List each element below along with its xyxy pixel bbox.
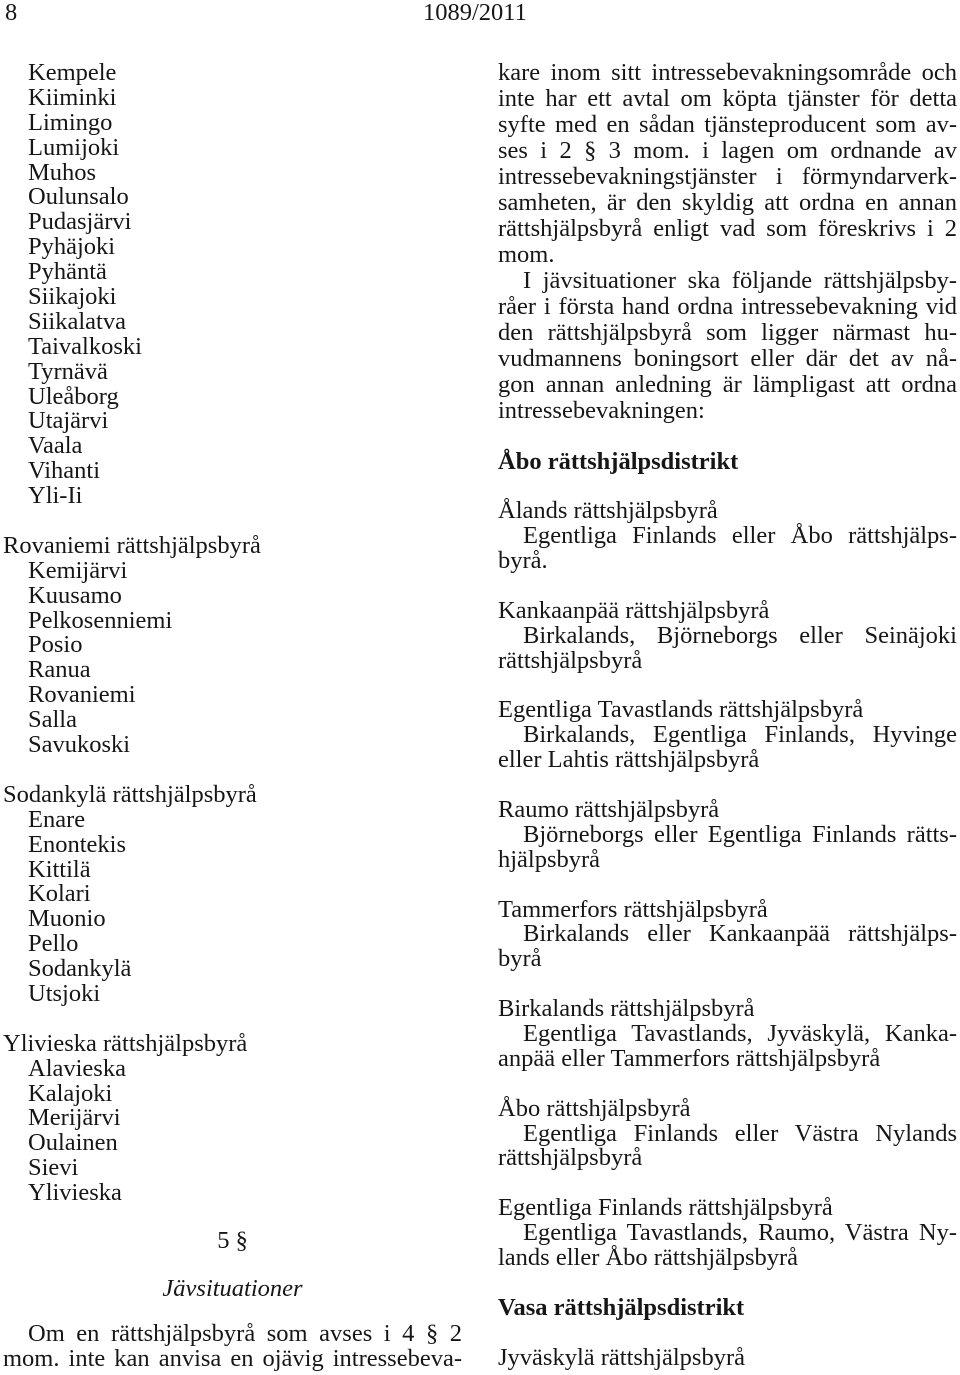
municipality-item: Taivalkoski	[28, 332, 142, 360]
municipality-item: Utsjoki	[28, 979, 101, 1007]
paragraph-line: intressebevakningstjänster i förmyndarverk-	[498, 163, 957, 190]
municipality-item: Posio	[28, 631, 83, 659]
document-number: 1089/2011	[423, 0, 527, 26]
municipality-item: Pyhäntä	[28, 258, 107, 286]
municipality-item: Oulainen	[28, 1129, 118, 1157]
paragraph-line: rättshjälpsbyrå enligt vad som föreskrivs i 2	[498, 215, 957, 242]
municipality-item: Siikalatva	[28, 307, 126, 335]
office-name: Birkalands rättshjälpsbyrå	[498, 995, 755, 1023]
municipality-item: Lumijoki	[28, 133, 120, 161]
municipality-item: Siikajoki	[28, 283, 117, 311]
district-abo	[498, 447, 957, 1271]
paragraph-line: råer i första hand ordna intressebevakning vid	[498, 293, 957, 320]
office-entry	[498, 596, 957, 674]
office-entry	[498, 1343, 957, 1371]
paragraph-line: den rättshjälpsbyrå som ligger närmast hu-	[498, 319, 957, 346]
paragraph-line: mom. inte kan anvisa en ojävig intressebeva-	[3, 1344, 462, 1372]
office-entry	[498, 895, 957, 973]
substitute-offices-line: Björneborgs eller Egentliga Finlands rätts-	[523, 820, 957, 848]
municipality-item: Pello	[28, 930, 79, 958]
office-group-rovaniemi	[3, 531, 462, 759]
municipality-item: Yli-Ii	[28, 482, 83, 510]
municipality-item: Muhos	[28, 158, 97, 186]
section-paragraph	[3, 1322, 462, 1372]
municipality-item: Muonio	[28, 905, 106, 933]
district-heading: Åbo rättshjälpsdistrikt	[498, 447, 739, 475]
paragraph-line: Om en rättshjälpsbyrå som avses i 4 § 2	[28, 1320, 462, 1347]
district-heading: Vasa rättshjälpsdistrikt	[498, 1293, 745, 1321]
office-entry	[498, 1094, 957, 1172]
office-name: Tammerfors rättshjälpsbyrå	[498, 895, 768, 923]
district-vasa	[498, 1293, 957, 1371]
substitute-offices-line: Birkalands eller Kankaanpää rättshjälps-	[523, 920, 957, 948]
municipality-item: Vaala	[28, 432, 83, 460]
municipality-item: Oulunsalo	[28, 183, 129, 211]
paragraph-line: I jävsituationer ska följande rättshjälpsby-	[523, 267, 957, 294]
municipality-item: Ylivieska	[28, 1179, 122, 1207]
paragraph-line: kare inom sitt intressebevakningsområde och	[498, 59, 957, 86]
office-heading: Ylivieska rättshjälpsbyrå	[3, 1029, 248, 1057]
substitute-offices-line: rättshjälpsbyrå	[498, 646, 643, 674]
office-entry	[498, 1196, 957, 1271]
municipality-item: Limingo	[28, 108, 113, 136]
office-name: Kankaanpää rättshjälpsbyrå	[498, 596, 770, 624]
substitute-offices-line: Egentliga Finlands eller Åbo rättshjälps-	[523, 522, 957, 550]
municipality-item: Savukoski	[28, 731, 131, 759]
municipality-item: Pyhäjoki	[28, 233, 116, 261]
paragraph-line: vudmannens boningsort eller där det av nå-	[498, 345, 957, 372]
municipality-item: Tyrnävä	[28, 357, 108, 385]
office-name: Jyväskylä rättshjälpsbyrå	[498, 1343, 745, 1371]
municipality-item: Rovaniemi	[28, 681, 136, 709]
paragraph-line: gon annan anledning är lämpligast att ordna	[498, 371, 957, 398]
municipality-item: Kolari	[28, 880, 91, 908]
municipality-item: Pelkosenniemi	[28, 606, 173, 634]
office-heading: Rovaniemi rättshjälpsbyrå	[3, 531, 261, 559]
substitute-offices-line: Egentliga Tavastlands, Raumo, Västra Ny-	[523, 1219, 957, 1247]
municipality-item: Enare	[28, 805, 86, 833]
substitute-offices-line: Birkalands, Egentliga Finlands, Hyvinge	[523, 721, 957, 749]
paragraph-line: mom.	[498, 241, 555, 268]
municipality-item: Sodankylä	[28, 955, 132, 983]
municipality-item: Sievi	[28, 1154, 79, 1182]
substitute-offices-line: Birkalands, Björneborgs eller Seinäjoki	[523, 621, 957, 649]
right-column-paragraphs	[498, 60, 957, 424]
municipality-list-continued	[3, 61, 462, 509]
office-group-sodankyla	[3, 780, 462, 1007]
municipality-item: Salla	[28, 706, 77, 734]
municipality-item: Utajärvi	[28, 407, 109, 435]
paragraph-line: syfte med en sådan tjänsteproducent som av-	[498, 111, 957, 138]
office-name: Åbo rättshjälpsbyrå	[498, 1094, 691, 1122]
municipality-item: Kittilä	[28, 855, 91, 883]
municipality-item: Kempele	[28, 59, 117, 86]
substitute-offices-line: Egentliga Finlands eller Västra Nylands	[523, 1119, 957, 1147]
substitute-offices-line: hjälpsbyrå	[498, 845, 601, 873]
paragraph-line: intressebevakningen:	[498, 397, 705, 424]
substitute-offices-line: anpää eller Tammerfors rättshjälpsbyrå	[498, 1044, 881, 1072]
municipality-item: Ranua	[28, 656, 91, 684]
office-entry	[498, 997, 957, 1072]
substitute-offices-line: rättshjälpsbyrå	[498, 1144, 643, 1172]
municipality-item: Kiiminki	[28, 83, 117, 111]
paragraph-line: ses i 2 § 3 mom. i lagen om ordnande av	[498, 137, 957, 164]
left-column	[3, 61, 462, 1206]
municipality-item: Kuusamo	[28, 581, 122, 609]
substitute-offices-line: lands eller Åbo rättshjälpsbyrå	[498, 1244, 799, 1271]
page-number: 8	[5, 0, 18, 26]
office-name: Egentliga Finlands rättshjälpsbyrå	[498, 1194, 833, 1222]
office-entry	[498, 499, 957, 574]
substitute-offices-line: Egentliga Tavastlands, Jyväskylä, Kanka-	[523, 1019, 957, 1047]
municipality-item: Kalajoki	[28, 1079, 113, 1107]
municipality-item: Vihanti	[28, 457, 101, 485]
substitute-offices-line: byrå.	[498, 547, 548, 575]
municipality-item: Uleåborg	[28, 382, 119, 410]
section-number: 5 §	[217, 1227, 248, 1254]
right-column-districts	[498, 447, 957, 1371]
paragraph-line: inte har ett avtal om köpta tjänster för detta	[498, 85, 957, 112]
municipality-item: Kemijärvi	[28, 556, 128, 584]
substitute-offices-line: eller Lahtis rättshjälpsbyrå	[498, 746, 760, 774]
office-entry	[498, 698, 957, 773]
office-heading: Sodankylä rättshjälpsbyrå	[3, 780, 257, 808]
municipality-item: Alavieska	[28, 1054, 126, 1082]
substitute-offices-line: byrå	[498, 945, 542, 973]
office-group-ylivieska	[3, 1029, 462, 1207]
municipality-item: Merijärvi	[28, 1104, 121, 1132]
municipality-item: Enontekis	[28, 830, 126, 858]
municipality-item: Pudasjärvi	[28, 208, 132, 236]
office-name: Egentliga Tavastlands rättshjälpsbyrå	[498, 696, 864, 724]
office-entry	[498, 795, 957, 873]
paragraph-line: samheten, är den skyldig att ordna en annan	[498, 189, 957, 216]
office-name: Raumo rättshjälpsbyrå	[498, 795, 720, 823]
section-title: Jävsituationer	[162, 1275, 303, 1302]
office-name: Ålands rättshjälpsbyrå	[498, 497, 718, 525]
